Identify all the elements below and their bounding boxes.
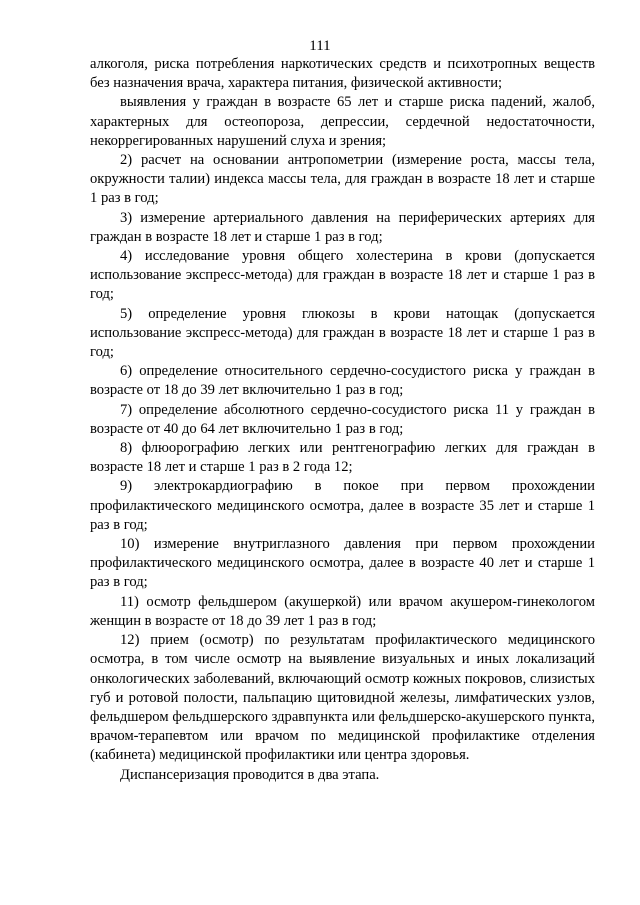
paragraph-falls-risk: выявления у граждан в возрасте 65 лет и старше риска падений, жалоб, характерных для остеопороза, депрессии, сердечной недостаточности, некоррегированных нарушений слуха и зрения;: [90, 94, 595, 149]
paragraph-closing: Диспансеризация проводится в два этапа.: [120, 766, 380, 783]
paragraph-item-3: 3) измерение артериального давления на периферических артериях для граждан в возрасте 18 лет и старше 1 раз в год;: [90, 209, 595, 245]
paragraph-item-8: 8) флюорографию легких или рентгенографию легких для граждан в возрасте 18 лет и старше 1 раз в 2 года 12;: [90, 440, 595, 476]
paragraph-item-10: 10) измерение внутриглазного давления при первом прохождении профилактического медицинского осмотра, далее в возрасте 40 лет и старше 1 раз в год;: [90, 536, 595, 591]
paragraph-item-9: 9) электрокардиографию в покое при первом прохождении профилактического медицинского осмотра, далее в возрасте 35 лет и старше 1 раз в год;: [90, 478, 595, 533]
document-body: [90, 55, 595, 785]
paragraph-item-12: 12) прием (осмотр) по результатам профилактического медицинского осмотра, в том числе осмотр на выявление визуальных и иных локализаций онкологических заболеваний, включающий осмотр кожных покровов, слизистых губ и ротовой полости, пальпацию щитовидной железы, лимфатических узлов, фельдшером фельдшерского здравпункта или фельдшерско-акушерского пункта, врачом-терапевтом или врачом по медицинской профилактике отделения (кабинета) медицинской профилактики или центра здоровья.: [90, 632, 595, 764]
paragraph-item-4: 4) исследование уровня общего холестерина в крови (допускается использование экспресс-метода) для граждан в возрасте 18 лет и старше 1 раз в год;: [90, 248, 595, 303]
paragraph-item-11: 11) осмотр фельдшером (акушеркой) или врачом акушером-гинекологом женщин в возрасте от 18 до 39 лет 1 раз в год;: [90, 593, 595, 629]
paragraph-continuation: алкоголя, риска потребления наркотических средств и психотропных веществ без назначения врача, характера питания, физической активности;: [90, 56, 595, 92]
paragraph-item-7: 7) определение абсолютного сердечно-сосудистого риска 11 у граждан в возрасте от 40 до 64 лет включительно 1 раз в год;: [90, 401, 595, 437]
paragraph-item-5: 5) определение уровня глюкозы в крови натощак (допускается использование экспресс-метода) для граждан в возрасте 18 лет и старше 1 раз в год;: [90, 305, 595, 361]
paragraph-item-6: 6) определение относительного сердечно-сосудистого риска у граждан в возрасте от 18 до 39 лет включительно 1 раз в год;: [90, 363, 595, 399]
page-number: 111: [309, 38, 331, 54]
paragraph-item-2: 2) расчет на основании антропометрии (измерение роста, массы тела, окружности талии) индекса массы тела, для граждан в возрасте 18 лет и старше 1 раз в год;: [90, 152, 595, 207]
